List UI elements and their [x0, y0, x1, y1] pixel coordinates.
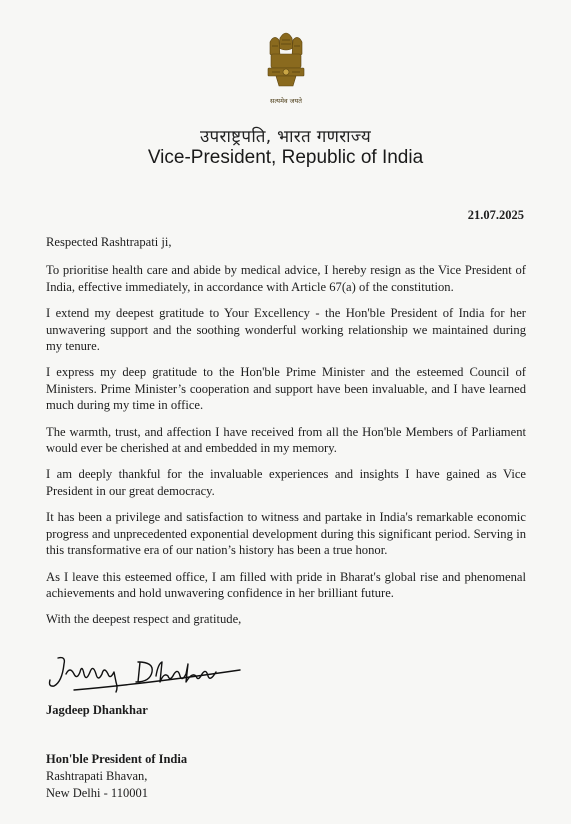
- paragraph-thanks: I am deeply thankful for the invaluable experiences and insights I have gained as Vice President in our great democracy.: [46, 467, 526, 498]
- paragraph-president-gratitude: I extend my deepest gratitude to Your Excellency - the Hon'ble President of India for her unwavering support and the soothing wonderful working relationship we maintained during my tenure.: [46, 306, 526, 354]
- paragraph-closing-pride: As I leave this esteemed office, I am filled with pride in Bharat's global rise and phenomenal achievements and hold unwavering confidence in her brilliant future.: [46, 569, 526, 600]
- signer-name: Jagdeep Dhankhar: [46, 703, 148, 717]
- paragraph-parliament: The warmth, trust, and affection I have received from all the Hon'ble Members of Parliament would ever be cherished at and embedded in my memory.: [46, 424, 526, 456]
- letter-body: [46, 234, 526, 638]
- office-title-english: Vice-President, Republic of India: [147, 147, 424, 168]
- addressee-line1: Rashtrapati Bhavan,: [46, 769, 148, 783]
- emblem-motto: सत्यमेव जयते: [270, 97, 302, 105]
- closing-line: With the deepest respect and gratitude,: [46, 612, 242, 627]
- handwritten-signature: [44, 652, 254, 697]
- office-title-hindi: उपराष्ट्रपति, भारत गणराज्य: [199, 127, 372, 147]
- letter-date: 21.07.2025: [467, 208, 524, 222]
- paragraph-pm-gratitude: I express my deep gratitude to the Hon'ble Prime Minister and the esteemed Council of Ministers. Prime Minister’s cooperation and support have been invaluable, and I have learned much during my time in office.: [46, 365, 526, 413]
- paragraph-privilege: It has been a privilege and satisfaction to witness and partake in India's remarkable economic progress and unprecedented exponential development during this significant period. Serving in this transformative era of our nation’s history has been a true honor.: [46, 510, 526, 558]
- addressee-block: [46, 751, 187, 802]
- paragraph-resignation: To prioritise health care and abide by medical advice, I hereby resign as the Vice President of India, effective immediately, in accordance with Article 67(a) of the constitution.: [46, 263, 526, 294]
- addressee-title: Hon'ble President of India: [46, 752, 188, 766]
- national-emblem-icon: [262, 26, 310, 118]
- salutation: Respected Rashtrapati ji,: [46, 235, 172, 249]
- addressee-line2: New Delhi - 110001: [46, 786, 148, 800]
